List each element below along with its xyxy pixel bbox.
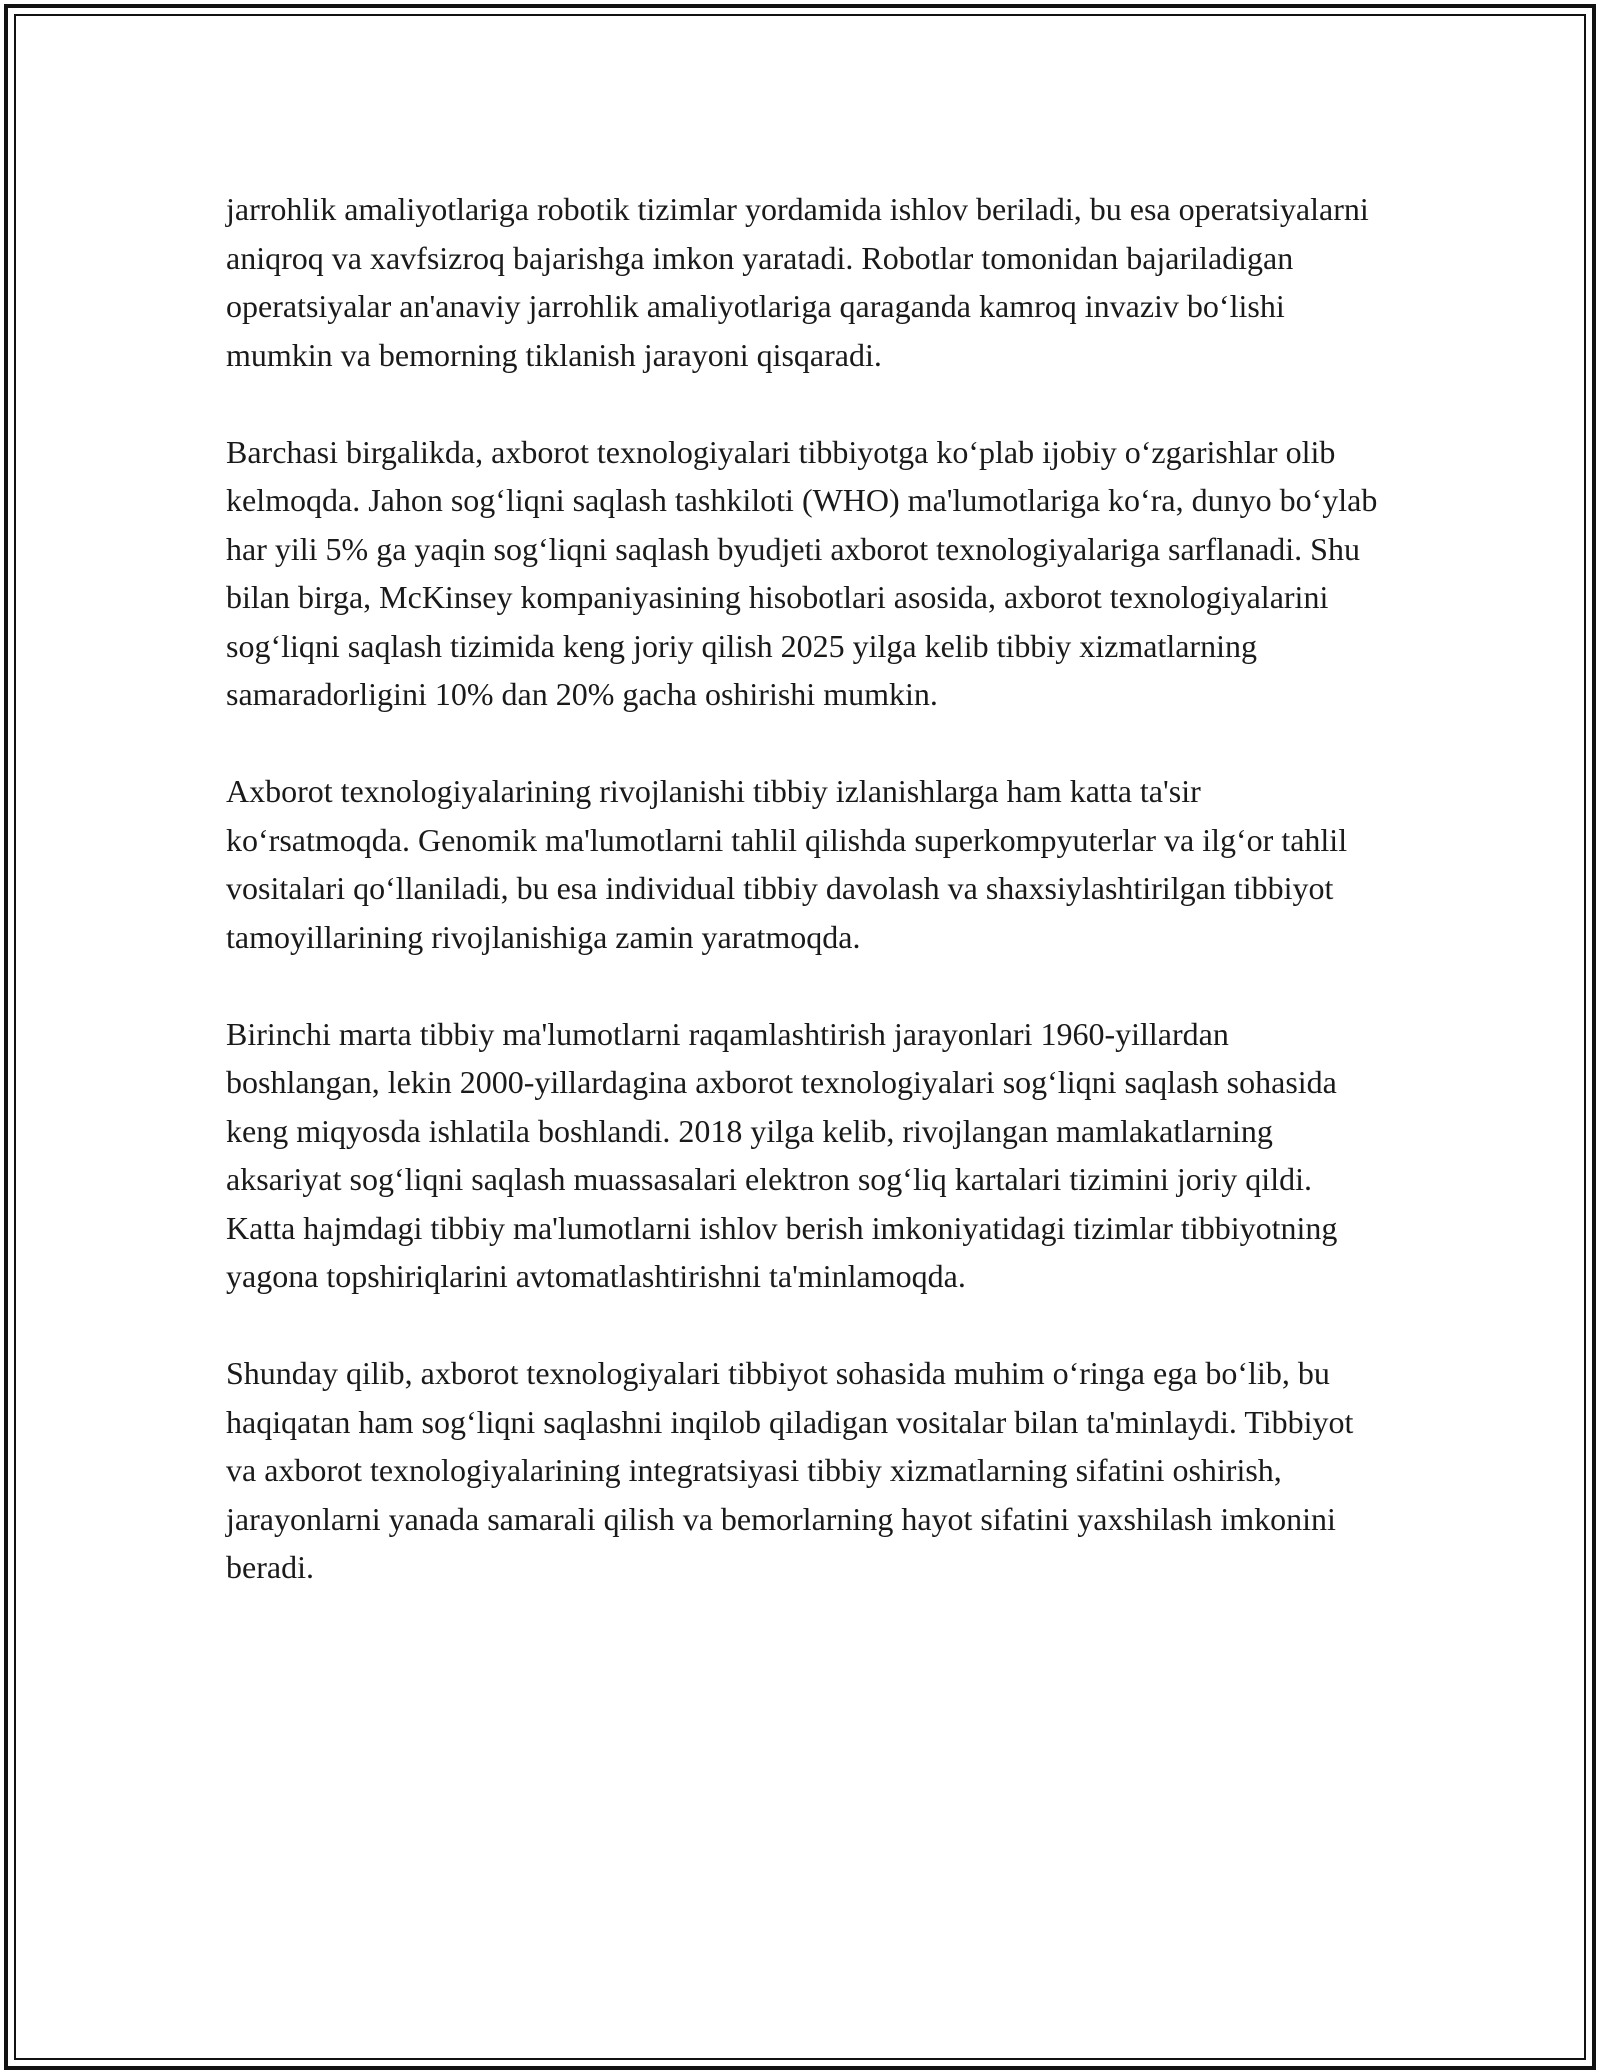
paragraph-medical-research: Axborot texnologiyalarining rivojlanishi tibbiy izlanishlarga ham katta ta'sir ko‘rsatmoqda. Genomik ma'lumotlarni tahlil qilishda superkompyuterlar va ilg‘or tahlil vositalari qo‘llaniladi, bu esa individual tibbiy davolash va shaxsiylashtirilgan tibbiyot tamoyillarining rivojlanishiga zamin yaratmoqda. xyxy=(226,773,1348,955)
paragraph-robotic-surgery: jarrohlik amaliyotlariga robotik tizimlar yordamida ishlov beriladi, bu esa operatsiyalarni aniqroq va xavfsizroq bajarishga imkon yaratadi. Robotlar tomonidan bajariladigan operatsiyalar an'anaviy jarrohlik amaliyotlariga qaraganda kamroq invaziv bo‘lishi mumkin va bemorning tiklanish jarayoni qisqaradi. xyxy=(226,191,1369,373)
paragraph-digitization-history: Birinchi marta tibbiy ma'lumotlarni raqamlashtirish jarayonlari 1960-yillardan boshlangan, lekin 2000-yillardagina axborot texnologiyalari sog‘liqni saqlash sohasida keng miqyosda ishlatila boshlandi. 2018 yilga kelib, rivojlangan mamlakatlarning aksariyat sog‘liqni saqlash muassasalari elektron sog‘liq kartalari tizimini joriy qildi. Katta hajmdagi tibbiy ma'lumotlarni ishlov berish imkoniyatidagi tizimlar tibbiyotning yagona topshiriqlarini avtomatlashtirishni ta'minlamoqda. xyxy=(226,1015,1338,1294)
paragraph-conclusion: Shunday qilib, axborot texnologiyalari tibbiyot sohasida muhim o‘ringa ega bo‘lib, bu haqiqatan ham sog‘liqni saqlashni inqilob qiladigan vositalar bilan ta'minlaydi. Tibbiyot va axborot texnologiyalarining integratsiyasi tibbiy xizmatlarning sifatini oshirish, jarayonlarni yanada samarali qilish va bemorlarning hayot sifatini yaxshilash imkonini beradi. xyxy=(226,1355,1354,1585)
document-body xyxy=(226,185,1386,1640)
paragraph-it-benefits: Barchasi birgalikda, axborot texnologiyalari tibbiyotga ko‘plab ijobiy o‘zgarishlar olib kelmoqda. Jahon sog‘liqni saqlash tashkiloti (WHO) ma'lumotlariga ko‘ra, dunyo bo‘ylab har yili 5% ga yaqin sog‘liqni saqlash byudjeti axborot texnologiyalariga sarflanadi. Shu bilan birga, McKinsey kompaniyasining hisobotlari asosida, axborot texnologiyalarini sog‘liqni saqlash tizimida keng joriy qilish 2025 yilga kelib tibbiy xizmatlarning samaradorligini 10% dan 20% gacha oshirishi mumkin. xyxy=(226,433,1378,712)
